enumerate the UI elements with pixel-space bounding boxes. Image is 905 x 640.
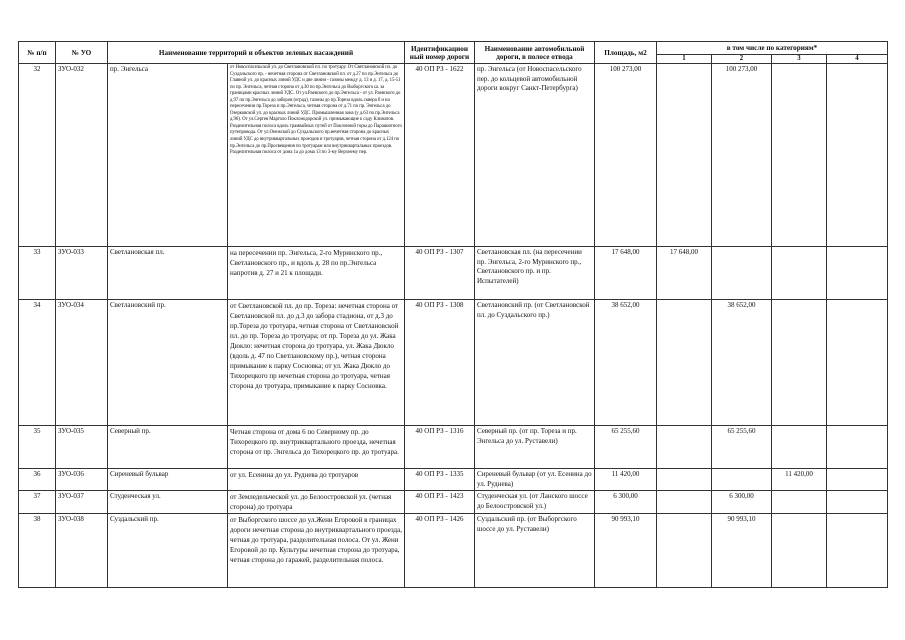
row-area: 65 255,60 xyxy=(595,426,657,469)
row-road: Суздальский пр. (от Выборгского шоссе до ул. Руставели) xyxy=(475,514,595,588)
row-cat-4 xyxy=(827,64,888,247)
row-cat-1 xyxy=(657,469,712,491)
header-categories: в том числе по категориям* xyxy=(657,42,888,55)
table-row xyxy=(19,491,888,514)
row-cat-4 xyxy=(827,491,888,514)
row-cat-3 xyxy=(772,514,827,588)
table-row xyxy=(19,300,888,426)
row-id: 40 ОП РЗ - 1426 xyxy=(405,514,475,588)
row-name: Северный пр. xyxy=(108,426,228,469)
row-desc: от ул. Есенина до ул. Руднева до тротуаров xyxy=(228,469,405,491)
row-cat-2 xyxy=(712,247,772,300)
row-code: ЗУО-035 xyxy=(56,426,108,469)
row-cat-3 xyxy=(772,491,827,514)
row-num: 36 xyxy=(19,469,56,491)
row-code: ЗУО-038 xyxy=(56,514,108,588)
row-cat-2: 100 273,00 xyxy=(712,64,772,247)
row-cat-2 xyxy=(712,469,772,491)
header-road: Наименование автомобильной дороги, в полосе отвода xyxy=(475,42,595,64)
header-cat-2: 2 xyxy=(712,55,772,64)
row-id: 40 ОП РЗ - 1622 xyxy=(405,64,475,247)
row-num: 37 xyxy=(19,491,56,514)
row-name: Студенческая ул. xyxy=(108,491,228,514)
table-row xyxy=(19,64,888,247)
row-cat-4 xyxy=(827,514,888,588)
row-code: ЗУО-034 xyxy=(56,300,108,426)
row-cat-2: 6 300,00 xyxy=(712,491,772,514)
row-num: 38 xyxy=(19,514,56,588)
row-cat-1 xyxy=(657,64,712,247)
row-name: Светлановский пр. xyxy=(108,300,228,426)
row-area: 90 993,10 xyxy=(595,514,657,588)
row-cat-4 xyxy=(827,247,888,300)
row-road: Светлановский пр. (от Светлановской пл. до Суздальского пр.) xyxy=(475,300,595,426)
row-cat-1 xyxy=(657,491,712,514)
row-name: Суздальский пр. xyxy=(108,514,228,588)
row-cat-4 xyxy=(827,469,888,491)
header-cat-1: 1 xyxy=(657,55,712,64)
row-area: 6 300,00 xyxy=(595,491,657,514)
row-name: пр. Энгельса xyxy=(108,64,228,247)
header-num: № п/п xyxy=(19,42,56,64)
row-id: 40 ОП РЗ - 1316 xyxy=(405,426,475,469)
row-num: 35 xyxy=(19,426,56,469)
header-area: Площадь, м2 xyxy=(595,42,657,64)
row-cat-4 xyxy=(827,426,888,469)
header-cat-3: 3 xyxy=(772,55,827,64)
header-name: Наименование территорий и объектов зеленых насаждений xyxy=(108,42,405,64)
row-cat-3 xyxy=(772,426,827,469)
row-road: Северный пр. (от пр. Тореза и пр. Энгельса до ул. Руставели) xyxy=(475,426,595,469)
row-desc: от Земледельческой ул. до Белоостровской ул. (четная сторона) до тротуара xyxy=(228,491,405,514)
row-cat-3 xyxy=(772,247,827,300)
row-area: 17 648,00 xyxy=(595,247,657,300)
table-row xyxy=(19,469,888,491)
row-desc: Четная сторона от дома 6 по Северному пр. до Тихорецкого пр. внутриквартального проезда, нечетная сторона от пр. Энгельса до Тихорецкого пр. до тротуара. xyxy=(228,426,405,469)
row-cat-1 xyxy=(657,300,712,426)
row-id: 40 ОП РЗ - 1423 xyxy=(405,491,475,514)
row-cat-1 xyxy=(657,514,712,588)
row-road: пр. Энгельса (от Новоспасельского пер. до кольцевой автомобильной дороги вокруг Санкт-Петербурга) xyxy=(475,64,595,247)
header-cat-4: 4 xyxy=(827,55,888,64)
row-desc: от Новоспасельской ул. до Светлановской пл. по тротуару. От Светлановской пл. до Суздальского пр. - нечетная сторона от Светлановской пл. от д.27 по пр.Энгельса до Главной ул. до красных линий УДС и две линии - газоны между д. 13 и д. 17, д. 15-51 по пр. Энгельса, четная сторона от д.30 по пр.Энгельса до Выборгского ш. за границами красных линий УДС. От ул.Раевского до пр.Энгельса - от ул. Раевского до д.97 по пр.Энгельса до заборов (оград), газоны до пр.Тореза вдоль сквера б и на пересечении пр.Тореза и пр.Энгельса, четная сторона от д.71 по пр. Энгельса до Озерковской ул. до красных линий УДС. Промышленная зона (у д.63 по пр.Энгельса д.96). От ул.Сергея Марголо Поклонодорской ул. примыкающие к саду Климатов. Разделительная полоса вдоль трамвайных путей от Поклонной горы до Парашютного путепровода. От ул.Онежской до Суздальского пр.нечетная сторона до красных линий УДС до внутриквартальных проездов и тротуаров, четная сторона от д.124 по пр.Энгельса до пр.Просвещения по тротуарам или внутриквартальных проездов. Разделительная полоса от дома 1а до дома 13 по 3-му Верхнему пер. xyxy=(228,64,405,247)
row-cat-3 xyxy=(772,64,827,247)
row-area: 38 652,00 xyxy=(595,300,657,426)
row-num: 32 xyxy=(19,64,56,247)
row-cat-2: 38 652,00 xyxy=(712,300,772,426)
table-row xyxy=(19,247,888,300)
row-id: 40 ОП РЗ - 1307 xyxy=(405,247,475,300)
row-num: 34 xyxy=(19,300,56,426)
row-cat-1: 17 648,00 xyxy=(657,247,712,300)
row-desc: на пересечении пр. Энгельса, 2-го Муринского пр., Светлановского пр., и вдоль д. 28 по пр.Энгельса напротив д. 27 и 21 к площади. xyxy=(228,247,405,300)
row-id: 40 ОП РЗ - 1308 xyxy=(405,300,475,426)
row-cat-3: 11 420,00 xyxy=(772,469,827,491)
row-road: Светлановская пл. (на пересечении пр. Энгельса, 2-го Муринского пр., Светлановского пр. и пр. Испытателей) xyxy=(475,247,595,300)
row-desc: от Выборгского шоссе до ул.Жени Егоровой в границах дороги нечетная сторона до внутриквартального проезда, четная до тротуара, разделительная полоса. От ул. Жени Егоровой до пр. Культуры нечетная сторона до тротуара, четная сторона до гаражей, разделительная полоса. xyxy=(228,514,405,588)
row-code: ЗУО-033 xyxy=(56,247,108,300)
row-code: ЗУО-037 xyxy=(56,491,108,514)
table-row xyxy=(19,426,888,469)
table-row xyxy=(19,514,888,588)
header-id: Идентификацион ный номер дороги xyxy=(405,42,475,64)
row-num: 33 xyxy=(19,247,56,300)
row-area: 11 420,00 xyxy=(595,469,657,491)
row-id: 40 ОП РЗ - 1335 xyxy=(405,469,475,491)
row-cat-2: 65 255,60 xyxy=(712,426,772,469)
row-name: Сиреневый бульвар xyxy=(108,469,228,491)
row-code: ЗУО-036 xyxy=(56,469,108,491)
row-code: ЗУО-032 xyxy=(56,64,108,247)
row-name: Светлановская пл. xyxy=(108,247,228,300)
row-cat-1 xyxy=(657,426,712,469)
header-code: № УО xyxy=(56,42,108,64)
row-road: Студенческая ул. (от Ланского шоссе до Белоостровской ул.) xyxy=(475,491,595,514)
green-spaces-table xyxy=(18,41,888,588)
row-cat-4 xyxy=(827,300,888,426)
row-desc: от Светлановской пл. до пр. Тореза: нечетная сторона от Светлановской пл. до д.3 до забора стадиона, от д.3 до пр.Тореза до тротуара, четная сторона от Светлановской пл. до пр. Тореза до тротуара; от пр. Тореза до ул. Жака Дюкло: нечетная сторона до тротуара, ул. Жака Дюкло (вдоль д. 47 по Светлановскому пр.), четная сторона примыкание к парку Сосновка; от ул. Жака Дюкло до Тихорецкого пр нечетная сторона до тротуара, четная сторона до тротуара, примыкание к парку Сосновка. xyxy=(228,300,405,426)
row-road: Сиреневый бульвар (от ул. Есенина до ул. Руднева) xyxy=(475,469,595,491)
row-cat-3 xyxy=(772,300,827,426)
row-cat-2: 90 993,10 xyxy=(712,514,772,588)
row-area: 100 273,00 xyxy=(595,64,657,247)
